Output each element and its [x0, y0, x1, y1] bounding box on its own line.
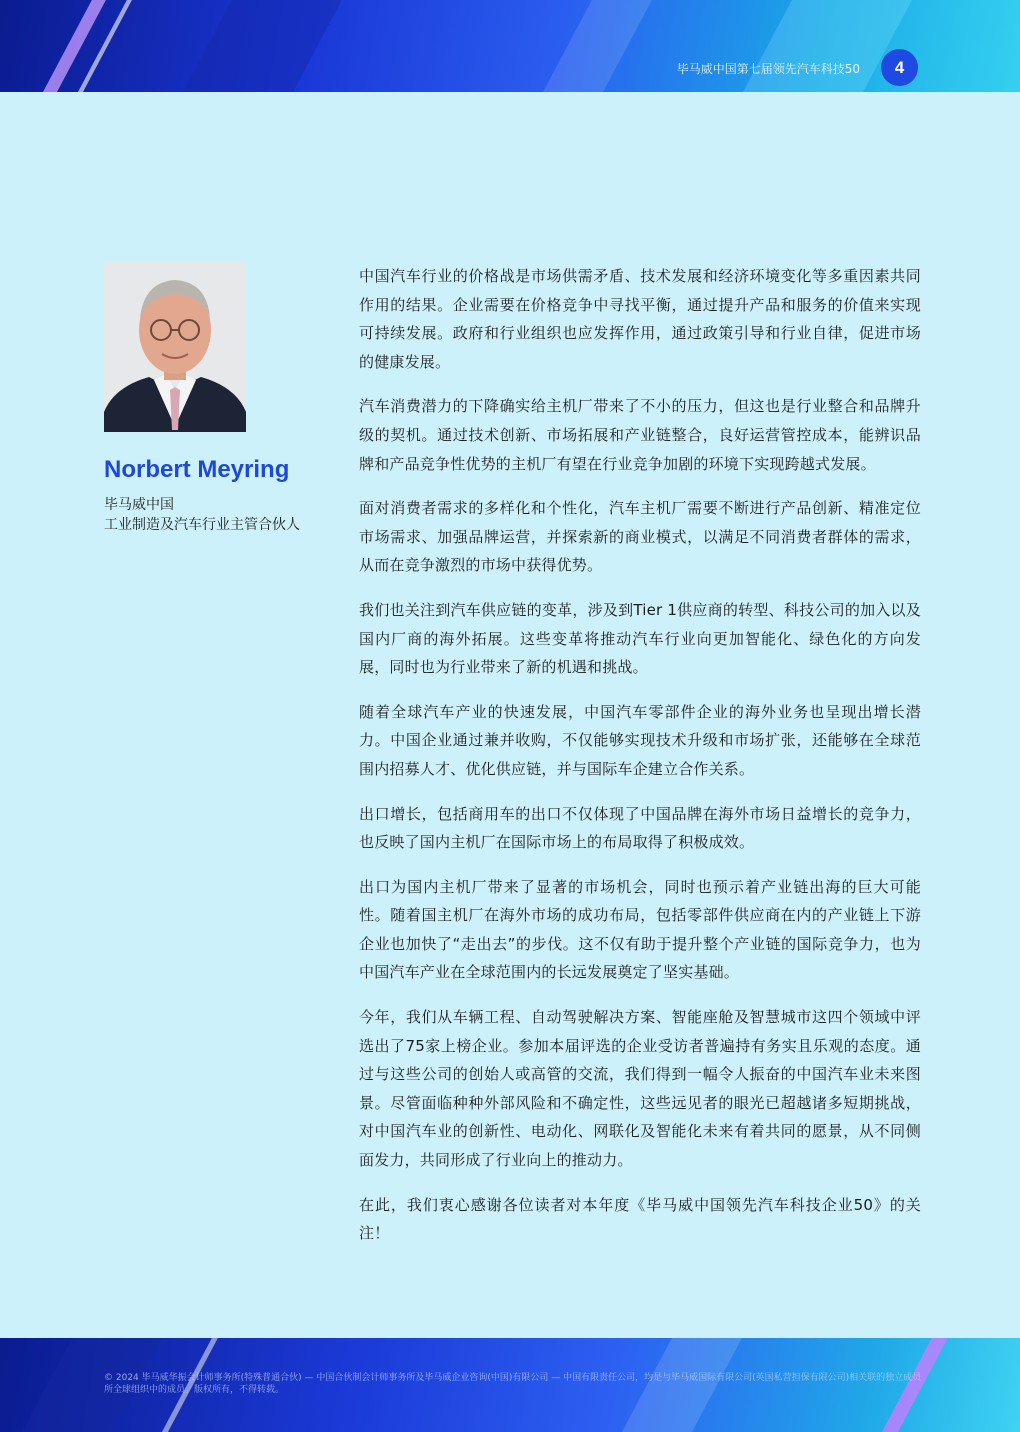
- page-number-badge: 4: [881, 49, 918, 86]
- paragraph: 中国汽车行业的价格战是市场供需矛盾、技术发展和经济环境变化等多重因素共同作用的结果。企业需要在价格竞争中寻找平衡，通过提升产品和服务的价值来实现可持续发展。政府和行业组织也应发挥作用，通过政策引导和行业自律，促进市场的健康发展。: [359, 267, 921, 371]
- portrait-photo: [104, 262, 246, 432]
- paragraph: 随着全球汽车产业的快速发展，中国汽车零部件企业的海外业务也呈现出增长潜力。中国企业通过兼并收购，不仅能够实现技术升级和市场扩张，还能够在全球范围内招募人才、优化供应链，并与国际车企建立合作关系。: [359, 702, 921, 778]
- paragraph: 今年，我们从车辆工程、自动驾驶解决方案、智能座舱及智慧城市这四个领域中评选出了75家上榜企业。参加本届评选的企业受访者普遍持有务实且乐观的态度。通过与这些公司的创始人或高管的交流，我们得到一幅令人振奋的中国汽车业未来图景。尽管面临种种外部风险和不确定性，这些远见者的眼光已超越诸多短期挑战，对中国汽车业的创新性、电动化、网联化及智能化未来有着共同的愿景，从不同侧面发力，共同形成了行业向上的推动力。: [359, 1008, 921, 1170]
- person-name: Norbert Meyring: [104, 456, 290, 483]
- paragraph: 出口为国内主机厂带来了显著的市场机会，同时也预示着产业链出海的巨大可能性。随着国主机厂在海外市场的成功布局，包括零部件供应商在内的产业链上下游企业也加快了“走出去”的步伐。这不仅有助于提升整个产业链的国际竞争力，也为中国汽车产业在全球范围内的长远发展奠定了坚实基础。: [359, 877, 921, 982]
- paragraph: 汽车消费潜力的下降确实给主机厂带来了不小的压力，但这也是行业整合和品牌升级的契机。通过技术创新、市场拓展和产业链整合，良好运营管控成本，能辨识品牌和产品竞争性优势的主机厂有望在行业竞争加剧的环境下实现跨越式发展。: [359, 397, 921, 473]
- footer-banner: [0, 1338, 1020, 1432]
- header-title: 毕马威中国第七届领先汽车科技50: [676, 62, 860, 76]
- copyright-text: © 2024 毕马威华振会计师事务所(特殊普通合伙) — 中国合伙制会计师事务所及毕马威企业咨询(中国)有限公司 — 中国有限责任公司，均是与毕马威国际有限公司(英国私营担保有限公司)相关联的独立成员所全球组织中的成员。版权所有，不得转载。: [104, 1373, 922, 1395]
- article-body: [359, 262, 921, 1264]
- decor-streak: [147, 0, 363, 92]
- header-banner: [0, 0, 1020, 92]
- decor-streak: [7, 0, 127, 92]
- person-role: [104, 495, 300, 535]
- paragraph: 在此，我们衷心感谢各位读者对本年度《毕马威中国领先汽车科技企业50》的关注！: [359, 1195, 921, 1243]
- paragraph: 面对消费者需求的多样化和个性化，汽车主机厂需要不断进行产品创新、精准定位市场需求、加强品牌运营，并探索新的商业模式，以满足不同消费者群体的需求，从而在竞争激烈的市场中获得优势。: [359, 499, 921, 575]
- paragraph: 出口增长，包括商用车的出口不仅体现了中国品牌在海外市场日益增长的竞争力，也反映了国内主机厂在国际市场上的布局取得了积极成效。: [359, 804, 921, 852]
- paragraph: 我们也关注到汽车供应链的变革，涉及到Tier 1供应商的转型、科技公司的加入以及国内厂商的海外拓展。这些变革将推动汽车行业向更加智能化、绿色化的方向发展，同时也为行业带来了新的机遇和挑战。: [359, 600, 921, 677]
- portrait-illustration: [104, 262, 246, 432]
- decor-streak: [507, 0, 673, 92]
- role-company: 毕马威中国: [104, 497, 174, 513]
- role-title: 工业制造及汽车行业主管合伙人: [104, 517, 300, 533]
